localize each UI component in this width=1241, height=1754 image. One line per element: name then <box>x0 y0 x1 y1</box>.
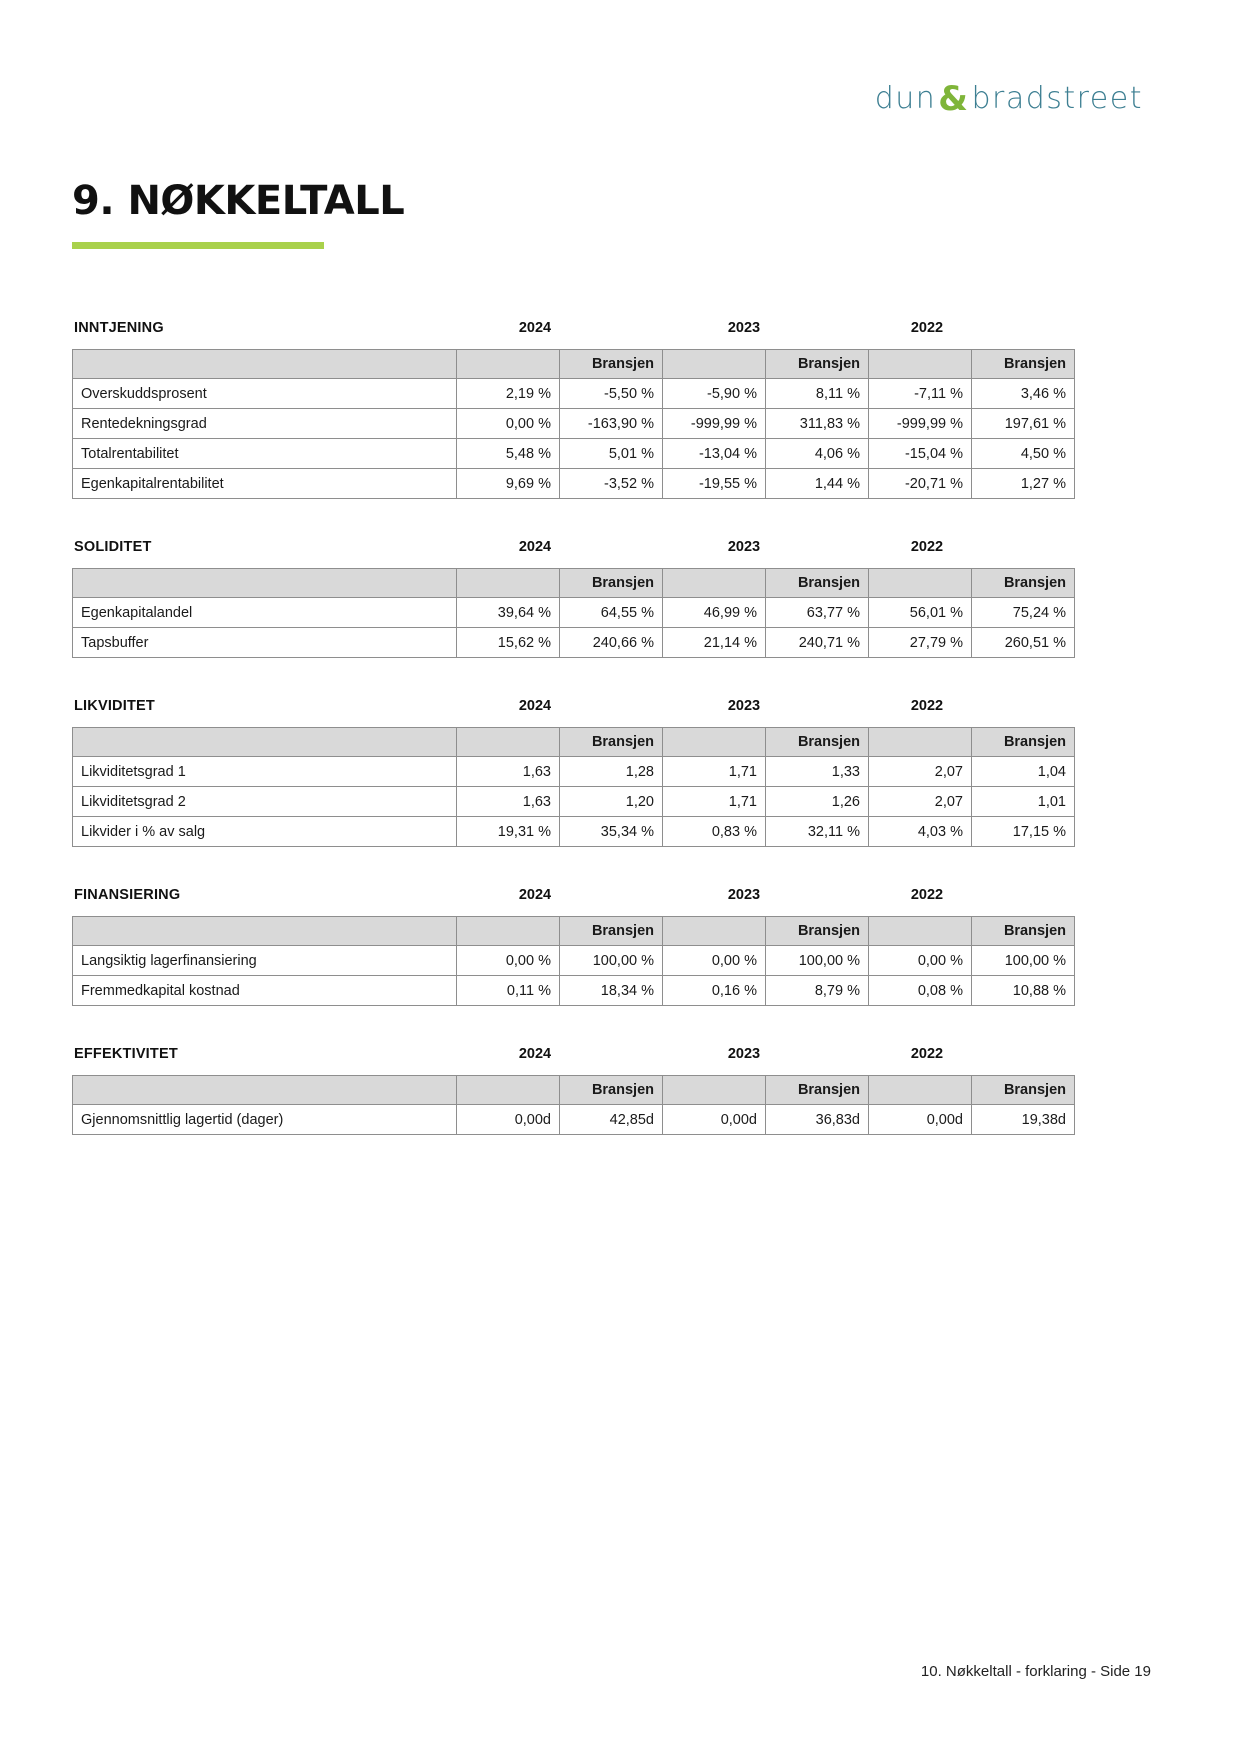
table-row <box>73 379 1075 409</box>
industry-value-cell: -5,50 % <box>560 379 663 409</box>
industry-value-cell: 4,50 % <box>972 439 1075 469</box>
industry-value-cell: 8,79 % <box>766 976 869 1006</box>
industry-value-cell: 1,27 % <box>972 469 1075 499</box>
year-label: 2022 <box>910 539 944 555</box>
header-company-cell <box>869 728 972 757</box>
company-value-cell: 1,63 <box>457 787 560 817</box>
row-label: Likvider i % av salg <box>73 817 457 847</box>
header-industry-cell: Bransjen <box>766 350 869 379</box>
section-header <box>72 320 1074 342</box>
industry-value-cell: 42,85d <box>560 1105 663 1135</box>
header-company-cell <box>869 1076 972 1105</box>
year-label: 2022 <box>910 1046 944 1062</box>
table-row <box>73 817 1075 847</box>
kpi-section <box>72 887 1074 1006</box>
year-label: 2022 <box>910 320 944 336</box>
company-value-cell: -19,55 % <box>663 469 766 499</box>
header-industry-cell: Bransjen <box>972 569 1075 598</box>
industry-value-cell: 10,88 % <box>972 976 1075 1006</box>
year-label: 2022 <box>910 698 944 714</box>
header-company-cell <box>663 569 766 598</box>
header-blank-cell <box>73 728 457 757</box>
header-blank-cell <box>73 917 457 946</box>
industry-value-cell: 8,11 % <box>766 379 869 409</box>
header-blank-cell <box>73 569 457 598</box>
header-company-cell <box>663 917 766 946</box>
industry-value-cell: 240,66 % <box>560 628 663 658</box>
industry-value-cell: 17,15 % <box>972 817 1075 847</box>
section-title: FINANSIERING <box>74 887 181 903</box>
industry-value-cell: 5,01 % <box>560 439 663 469</box>
header-industry-cell: Bransjen <box>560 728 663 757</box>
header-company-cell <box>663 728 766 757</box>
company-value-cell: 0,00 % <box>663 946 766 976</box>
company-value-cell: 5,48 % <box>457 439 560 469</box>
industry-value-cell: 32,11 % <box>766 817 869 847</box>
industry-value-cell: 100,00 % <box>972 946 1075 976</box>
table-header-row <box>73 917 1075 946</box>
industry-value-cell: 1,44 % <box>766 469 869 499</box>
company-value-cell: 2,07 <box>869 787 972 817</box>
page-title-block <box>72 178 404 249</box>
kpi-table <box>72 349 1075 499</box>
industry-value-cell: 311,83 % <box>766 409 869 439</box>
section-title: INNTJENING <box>74 320 164 336</box>
company-value-cell: 0,11 % <box>457 976 560 1006</box>
year-label: 2022 <box>910 887 944 903</box>
year-label: 2023 <box>727 887 761 903</box>
company-value-cell: -7,11 % <box>869 379 972 409</box>
industry-value-cell: 260,51 % <box>972 628 1075 658</box>
header-industry-cell: Bransjen <box>766 728 869 757</box>
section-title: EFFEKTIVITET <box>74 1046 178 1062</box>
company-value-cell: 39,64 % <box>457 598 560 628</box>
page-footer: 10. Nøkkeltall - forklaring - Side 19 <box>920 1663 1151 1680</box>
kpi-table <box>72 568 1075 658</box>
industry-value-cell: 19,38d <box>972 1105 1075 1135</box>
section-header <box>72 1046 1074 1068</box>
industry-value-cell: 3,46 % <box>972 379 1075 409</box>
table-header-row <box>73 350 1075 379</box>
header-industry-cell: Bransjen <box>766 1076 869 1105</box>
row-label: Rentedekningsgrad <box>73 409 457 439</box>
kpi-section <box>72 1046 1074 1135</box>
company-value-cell: 0,00 % <box>457 946 560 976</box>
section-header <box>72 539 1074 561</box>
header-company-cell <box>663 1076 766 1105</box>
company-value-cell: -999,99 % <box>663 409 766 439</box>
row-label: Gjennomsnittlig lagertid (dager) <box>73 1105 457 1135</box>
title-underline <box>72 242 324 249</box>
industry-value-cell: -163,90 % <box>560 409 663 439</box>
table-row <box>73 976 1075 1006</box>
company-value-cell: 1,63 <box>457 757 560 787</box>
company-value-cell: 1,71 <box>663 787 766 817</box>
section-header <box>72 887 1074 909</box>
company-value-cell: -5,90 % <box>663 379 766 409</box>
kpi-table <box>72 916 1075 1006</box>
header-company-cell <box>869 350 972 379</box>
year-label: 2023 <box>727 320 761 336</box>
industry-value-cell: 100,00 % <box>560 946 663 976</box>
company-value-cell: 4,03 % <box>869 817 972 847</box>
header-blank-cell <box>73 350 457 379</box>
company-value-cell: 0,08 % <box>869 976 972 1006</box>
header-industry-cell: Bransjen <box>972 728 1075 757</box>
header-company-cell <box>869 917 972 946</box>
header-company-cell <box>457 350 560 379</box>
year-label: 2023 <box>727 539 761 555</box>
header-company-cell <box>457 1076 560 1105</box>
year-label: 2024 <box>518 320 552 336</box>
header-company-cell <box>457 917 560 946</box>
kpi-section <box>72 539 1074 658</box>
header-industry-cell: Bransjen <box>766 917 869 946</box>
table-row <box>73 1105 1075 1135</box>
year-label: 2023 <box>727 698 761 714</box>
company-value-cell: 15,62 % <box>457 628 560 658</box>
ampersand-icon: & <box>938 79 970 119</box>
industry-value-cell: 36,83d <box>766 1105 869 1135</box>
kpi-table <box>72 727 1075 847</box>
industry-value-cell: -3,52 % <box>560 469 663 499</box>
header-company-cell <box>457 728 560 757</box>
industry-value-cell: 1,04 <box>972 757 1075 787</box>
section-title: SOLIDITET <box>74 539 152 555</box>
industry-value-cell: 18,34 % <box>560 976 663 1006</box>
industry-value-cell: 63,77 % <box>766 598 869 628</box>
company-value-cell: 2,19 % <box>457 379 560 409</box>
header-company-cell <box>457 569 560 598</box>
company-value-cell: 0,00d <box>457 1105 560 1135</box>
logo-text-dun: dun <box>874 80 937 116</box>
company-value-cell: 1,71 <box>663 757 766 787</box>
header-industry-cell: Bransjen <box>560 917 663 946</box>
table-header-row <box>73 1076 1075 1105</box>
table-row <box>73 628 1075 658</box>
industry-value-cell: 1,01 <box>972 787 1075 817</box>
row-label: Likviditetsgrad 1 <box>73 757 457 787</box>
year-label: 2024 <box>518 887 552 903</box>
kpi-section <box>72 320 1074 499</box>
industry-value-cell: 75,24 % <box>972 598 1075 628</box>
company-value-cell: 56,01 % <box>869 598 972 628</box>
industry-value-cell: 1,20 <box>560 787 663 817</box>
row-label: Fremmedkapital kostnad <box>73 976 457 1006</box>
row-label: Likviditetsgrad 2 <box>73 787 457 817</box>
year-label: 2024 <box>518 539 552 555</box>
company-value-cell: 0,00d <box>663 1105 766 1135</box>
header-industry-cell: Bransjen <box>972 917 1075 946</box>
row-label: Totalrentabilitet <box>73 439 457 469</box>
company-value-cell: -15,04 % <box>869 439 972 469</box>
logo-text-bradstreet: bradstreet <box>971 80 1143 116</box>
header-industry-cell: Bransjen <box>560 569 663 598</box>
company-value-cell: -999,99 % <box>869 409 972 439</box>
header-company-cell <box>663 350 766 379</box>
section-title: LIKVIDITET <box>74 698 155 714</box>
company-value-cell: 46,99 % <box>663 598 766 628</box>
industry-value-cell: 100,00 % <box>766 946 869 976</box>
kpi-table <box>72 1075 1075 1135</box>
header-blank-cell <box>73 1076 457 1105</box>
page-title: 9. NØKKELTALL <box>72 178 405 224</box>
company-value-cell: 0,00 % <box>457 409 560 439</box>
table-row <box>73 409 1075 439</box>
industry-value-cell: 240,71 % <box>766 628 869 658</box>
year-label: 2023 <box>727 1046 761 1062</box>
row-label: Tapsbuffer <box>73 628 457 658</box>
dun-bradstreet-logo <box>875 78 1143 118</box>
industry-value-cell: 1,26 <box>766 787 869 817</box>
table-row <box>73 439 1075 469</box>
company-value-cell: -20,71 % <box>869 469 972 499</box>
table-header-row <box>73 569 1075 598</box>
header-company-cell <box>869 569 972 598</box>
company-value-cell: 0,00 % <box>869 946 972 976</box>
industry-value-cell: 1,33 <box>766 757 869 787</box>
header-industry-cell: Bransjen <box>972 350 1075 379</box>
company-value-cell: 0,16 % <box>663 976 766 1006</box>
company-value-cell: -13,04 % <box>663 439 766 469</box>
year-label: 2024 <box>518 1046 552 1062</box>
header-industry-cell: Bransjen <box>766 569 869 598</box>
row-label: Egenkapitalrentabilitet <box>73 469 457 499</box>
industry-value-cell: 197,61 % <box>972 409 1075 439</box>
industry-value-cell: 64,55 % <box>560 598 663 628</box>
table-row <box>73 598 1075 628</box>
section-header <box>72 698 1074 720</box>
company-value-cell: 9,69 % <box>457 469 560 499</box>
row-label: Egenkapitalandel <box>73 598 457 628</box>
company-value-cell: 0,83 % <box>663 817 766 847</box>
company-value-cell: 0,00d <box>869 1105 972 1135</box>
table-header-row <box>73 728 1075 757</box>
company-value-cell: 27,79 % <box>869 628 972 658</box>
table-row <box>73 787 1075 817</box>
kpi-section <box>72 698 1074 847</box>
kpi-sections <box>72 320 1074 1175</box>
industry-value-cell: 35,34 % <box>560 817 663 847</box>
industry-value-cell: 4,06 % <box>766 439 869 469</box>
row-label: Overskuddsprosent <box>73 379 457 409</box>
header-industry-cell: Bransjen <box>560 350 663 379</box>
table-row <box>73 757 1075 787</box>
company-value-cell: 21,14 % <box>663 628 766 658</box>
row-label: Langsiktig lagerfinansiering <box>73 946 457 976</box>
year-label: 2024 <box>518 698 552 714</box>
company-value-cell: 19,31 % <box>457 817 560 847</box>
header-industry-cell: Bransjen <box>560 1076 663 1105</box>
company-value-cell: 2,07 <box>869 757 972 787</box>
header-industry-cell: Bransjen <box>972 1076 1075 1105</box>
table-row <box>73 469 1075 499</box>
table-row <box>73 946 1075 976</box>
industry-value-cell: 1,28 <box>560 757 663 787</box>
